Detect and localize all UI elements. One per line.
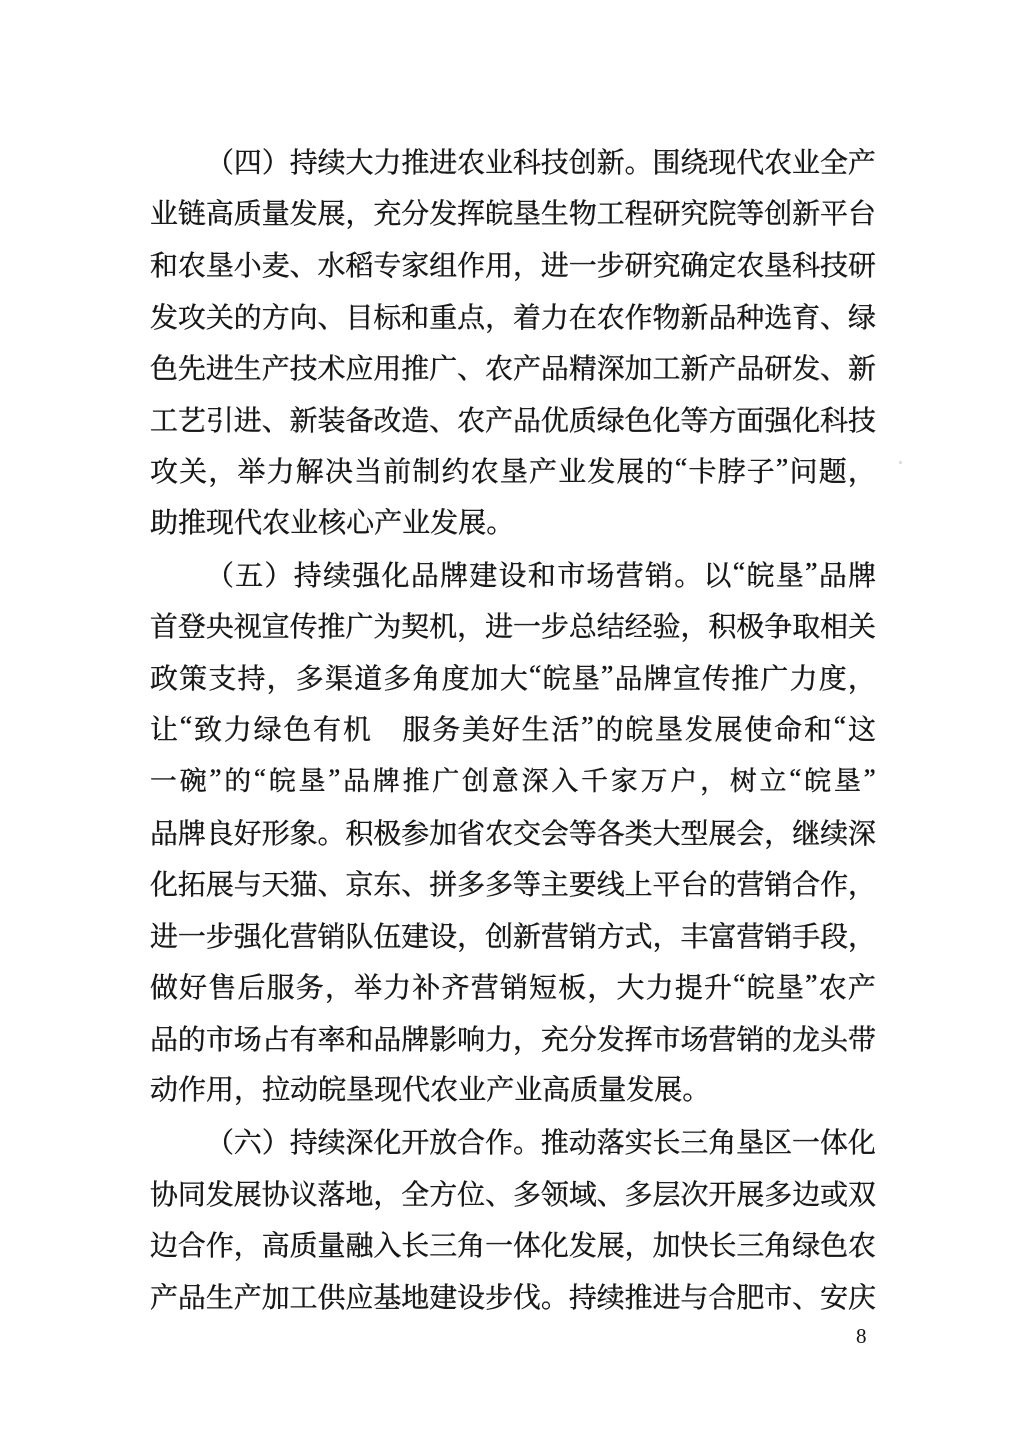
document-text-block (150, 134, 876, 1321)
text-line: 化 拓 展 与 天 猫 、 京 东 、 拼 多 多 等 主 要 线 上 平 台 的 营 销 合 作 ， (150, 870, 876, 902)
text-line: 品 的 市 场 占 有 率 和 品 牌 影 响 力 ， 充 分 发 挥 市 场 营 销 的 龙 头 带 (150, 1024, 876, 1056)
text-line: 助 推 现 代 农 业 核 心 产 业 发 展 。 (150, 507, 515, 539)
text-line: 品 牌 良 好 形 象 。 积 极 参 加 省 农 交 会 等 各 类 大 型 展 会 ， 继 续 深 (150, 818, 876, 850)
text-line: 协 同 发 展 协 议 落 地 ， 全 方 位 、 多 领 域 、 多 层 次 开 展 多 边 或 双 (150, 1179, 876, 1211)
paragraph-section-6 (150, 1114, 876, 1320)
text-line: 动 作 用 ， 拉 动 皖 垦 现 代 农 业 产 业 高 质 量 发 展 。 (150, 1075, 711, 1107)
paragraph-section-4 (150, 134, 876, 547)
text-line: 做 好 售 后 服 务 ， 举 力 补 齐 营 销 短 板 ， 大 力 提 升 “ 皖 垦 ” 农 产 (150, 969, 876, 1005)
text-line: 让 “ 致 力 绿 色 有 机 服 务 美 好 生 活 ” 的 皖 垦 发 展 使 命 和 “ 这 (150, 711, 876, 747)
text-line: （ 四 ） 持 续 大 力 推 进 农 业 科 技 创 新 。 围 绕 现 代 农 业 全 产 (206, 147, 876, 179)
text-line: 进 一 步 强 化 营 销 队 伍 建 设 ， 创 新 营 销 方 式 ， 丰 富 营 销 手 段 ， (150, 921, 876, 953)
text-line: 和 农 垦 小 麦 、 水 稻 专 家 组 作 用 ， 进 一 步 研 究 确 定 农 垦 科 技 研 (150, 250, 876, 282)
page-number: 8 (856, 1324, 867, 1348)
text-line: 工 艺 引 进 、 新 装 备 改 造 、 农 产 品 优 质 绿 色 化 等 方 面 强 化 科 技 (150, 405, 876, 437)
text-line: （ 六 ） 持 续 深 化 开 放 合 作 。 推 动 落 实 长 三 角 垦 区 一 体 化 (206, 1128, 876, 1160)
text-line: 政 策 支 持 ， 多 渠 道 多 角 度 加 大 “ 皖 垦 ” 品 牌 宣 传 推 广 力 度 ， (150, 659, 876, 695)
text-line: 攻 关 ， 举 力 解 决 当 前 制 约 农 垦 产 业 发 展 的 “ 卡 脖 子 ” 问 题 ， (150, 453, 876, 489)
text-line: 业 链 高 质 量 发 展 ， 充 分 发 挥 皖 垦 生 物 工 程 研 究 院 等 创 新 平 台 (150, 199, 876, 231)
text-line: 产 品 生 产 加 工 供 应 基 地 建 设 步 伐 。 持 续 推 进 与 合 肥 市 、 安 庆 (150, 1282, 876, 1314)
text-line: 首 登 央 视 宣 传 推 广 为 契 机 ， 进 一 步 总 结 经 验 ， 积 极 争 取 相 关 (150, 612, 876, 644)
text-line: （ 五 ） 持 续 强 化 品 牌 建 设 和 市 场 营 销 。 以 “ 皖 垦 ” 品 牌 (206, 556, 876, 592)
text-line: 一 碗 ” 的 “ 皖 垦 ” 品 牌 推 广 创 意 深 入 千 家 万 户 ， 树 立 “ 皖 垦 ” (150, 763, 876, 797)
scan-artifact-speck (899, 461, 902, 464)
text-line: 色 先 进 生 产 技 术 应 用 推 广 、 农 产 品 精 深 加 工 新 产 品 研 发 、 新 (150, 354, 876, 386)
text-line: 发 攻 关 的 方 向 、 目 标 和 重 点 ， 着 力 在 农 作 物 新 品 种 选 育 、 绿 (150, 302, 876, 334)
text-line: 边 合 作 ， 高 质 量 融 入 长 三 角 一 体 化 发 展 ， 加 快 长 三 角 绿 色 农 (150, 1231, 876, 1263)
paragraph-section-5 (150, 547, 876, 1115)
